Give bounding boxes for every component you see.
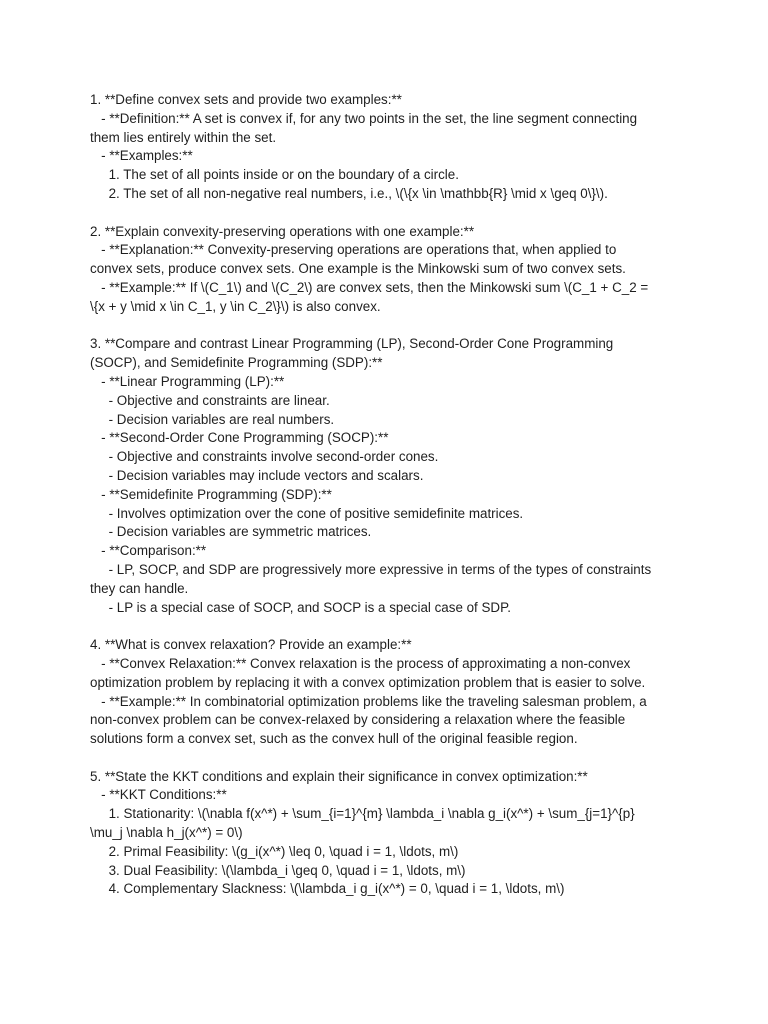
section-3-socp-item-1: - Objective and constraints involve second-order cones. <box>90 449 439 465</box>
section-3-comparison-item-1-line-2: they can handle. <box>90 580 189 596</box>
section-3-comparison-item-2: - LP is a special case of SOCP, and SOCP is a special case of SDP. <box>90 599 512 615</box>
section-2-heading: 2. **Explain convexity-preserving operations with one example:** <box>90 223 475 239</box>
section-4-example-line-1: - **Example:** In combinatorial optimization problems like the traveling salesman problem, a <box>90 693 647 709</box>
blank-line <box>90 749 675 768</box>
section-2-example-line-1: - **Example:** If \(C_1\) and \(C_2\) are convex sets, then the Minkowski sum \(C_1 + C_2 = <box>90 279 649 295</box>
section-4-relaxation-line-1: - **Convex Relaxation:** Convex relaxation is the process of approximating a non-convex <box>90 655 631 671</box>
section-5-stationarity-line-1: 1. Stationarity: \(\nabla f(x^*) + \sum_{i=1}^{m} \lambda_i \nabla g_i(x^*) + \sum_{j=1}^{p} <box>90 806 635 822</box>
blank-line <box>90 317 675 336</box>
section-3-sdp-label: - **Semidefinite Programming (SDP):** <box>90 486 332 502</box>
section-1-definition-line-2: them lies entirely within the set. <box>90 129 277 145</box>
section-3-lp-label: - **Linear Programming (LP):** <box>90 373 285 389</box>
section-5-stationarity-line-2: \mu_j \nabla h_j(x^*) = 0\) <box>90 825 243 841</box>
section-2-example-line-2: \{x + y \mid x \in C_1, y \in C_2\}\) is also convex. <box>90 298 381 314</box>
section-5-kkt-label: - **KKT Conditions:** <box>90 787 227 803</box>
section-2-explanation-line-2: convex sets, produce convex sets. One example is the Minkowski sum of two convex sets. <box>90 261 626 277</box>
document-body <box>90 91 675 899</box>
blank-line <box>90 617 675 636</box>
section-3-sdp-item-2: - Decision variables are symmetric matrices. <box>90 524 372 540</box>
section-3-socp-item-2: - Decision variables may include vectors and scalars. <box>90 467 424 483</box>
section-5-dual-feasibility: 3. Dual Feasibility: \(\lambda_i \geq 0, \quad i = 1, \ldots, m\) <box>90 862 466 878</box>
section-3-comparison-item-1-line-1: - LP, SOCP, and SDP are progressively more expressive in terms of the types of constraints <box>90 561 652 577</box>
section-1-examples-label: - **Examples:** <box>90 148 193 164</box>
section-3-socp-label: - **Second-Order Cone Programming (SOCP):** <box>90 430 389 446</box>
section-3-sdp-item-1: - Involves optimization over the cone of positive semidefinite matrices. <box>90 505 524 521</box>
section-3-heading-line-2: (SOCP), and Semidefinite Programming (SDP):** <box>90 355 383 371</box>
section-3-comparison-label: - **Comparison:** <box>90 543 207 559</box>
section-4-example-line-3: solutions form a convex set, such as the convex hull of the original feasible region. <box>90 731 578 747</box>
blank-line <box>90 204 675 223</box>
section-1-definition-line-1: - **Definition:** A set is convex if, for any two points in the set, the line segment connecting <box>90 110 638 126</box>
section-1-example-2: 2. The set of all non-negative real numbers, i.e., \(\{x \in \mathbb{R} \mid x \geq 0\}\). <box>90 185 608 201</box>
section-4-heading: 4. **What is convex relaxation? Provide an example:** <box>90 637 412 653</box>
section-3-lp-item-1: - Objective and constraints are linear. <box>90 392 330 408</box>
section-5-complementary-slackness: 4. Complementary Slackness: \(\lambda_i g_i(x^*) = 0, \quad i = 1, \ldots, m\) <box>90 881 565 897</box>
section-3-heading-line-1: 3. **Compare and contrast Linear Programming (LP), Second-Order Cone Programming <box>90 336 614 352</box>
section-3-lp-item-2: - Decision variables are real numbers. <box>90 411 335 427</box>
section-4-relaxation-line-2: optimization problem by replacing it with a convex optimization problem that is easier to solve. <box>90 674 646 690</box>
section-1-example-1: 1. The set of all points inside or on the boundary of a circle. <box>90 167 459 183</box>
section-1-heading: 1. **Define convex sets and provide two examples:** <box>90 92 402 107</box>
section-5-primal-feasibility: 2. Primal Feasibility: \(g_i(x^*) \leq 0, \quad i = 1, \ldots, m\) <box>90 843 459 859</box>
section-5-heading: 5. **State the KKT conditions and explain their significance in convex optimization:** <box>90 768 588 784</box>
section-4-example-line-2: non-convex problem can be convex-relaxed by considering a relaxation where the feasible <box>90 712 626 728</box>
section-2-explanation-line-1: - **Explanation:** Convexity-preserving operations are operations that, when applied to <box>90 242 617 258</box>
